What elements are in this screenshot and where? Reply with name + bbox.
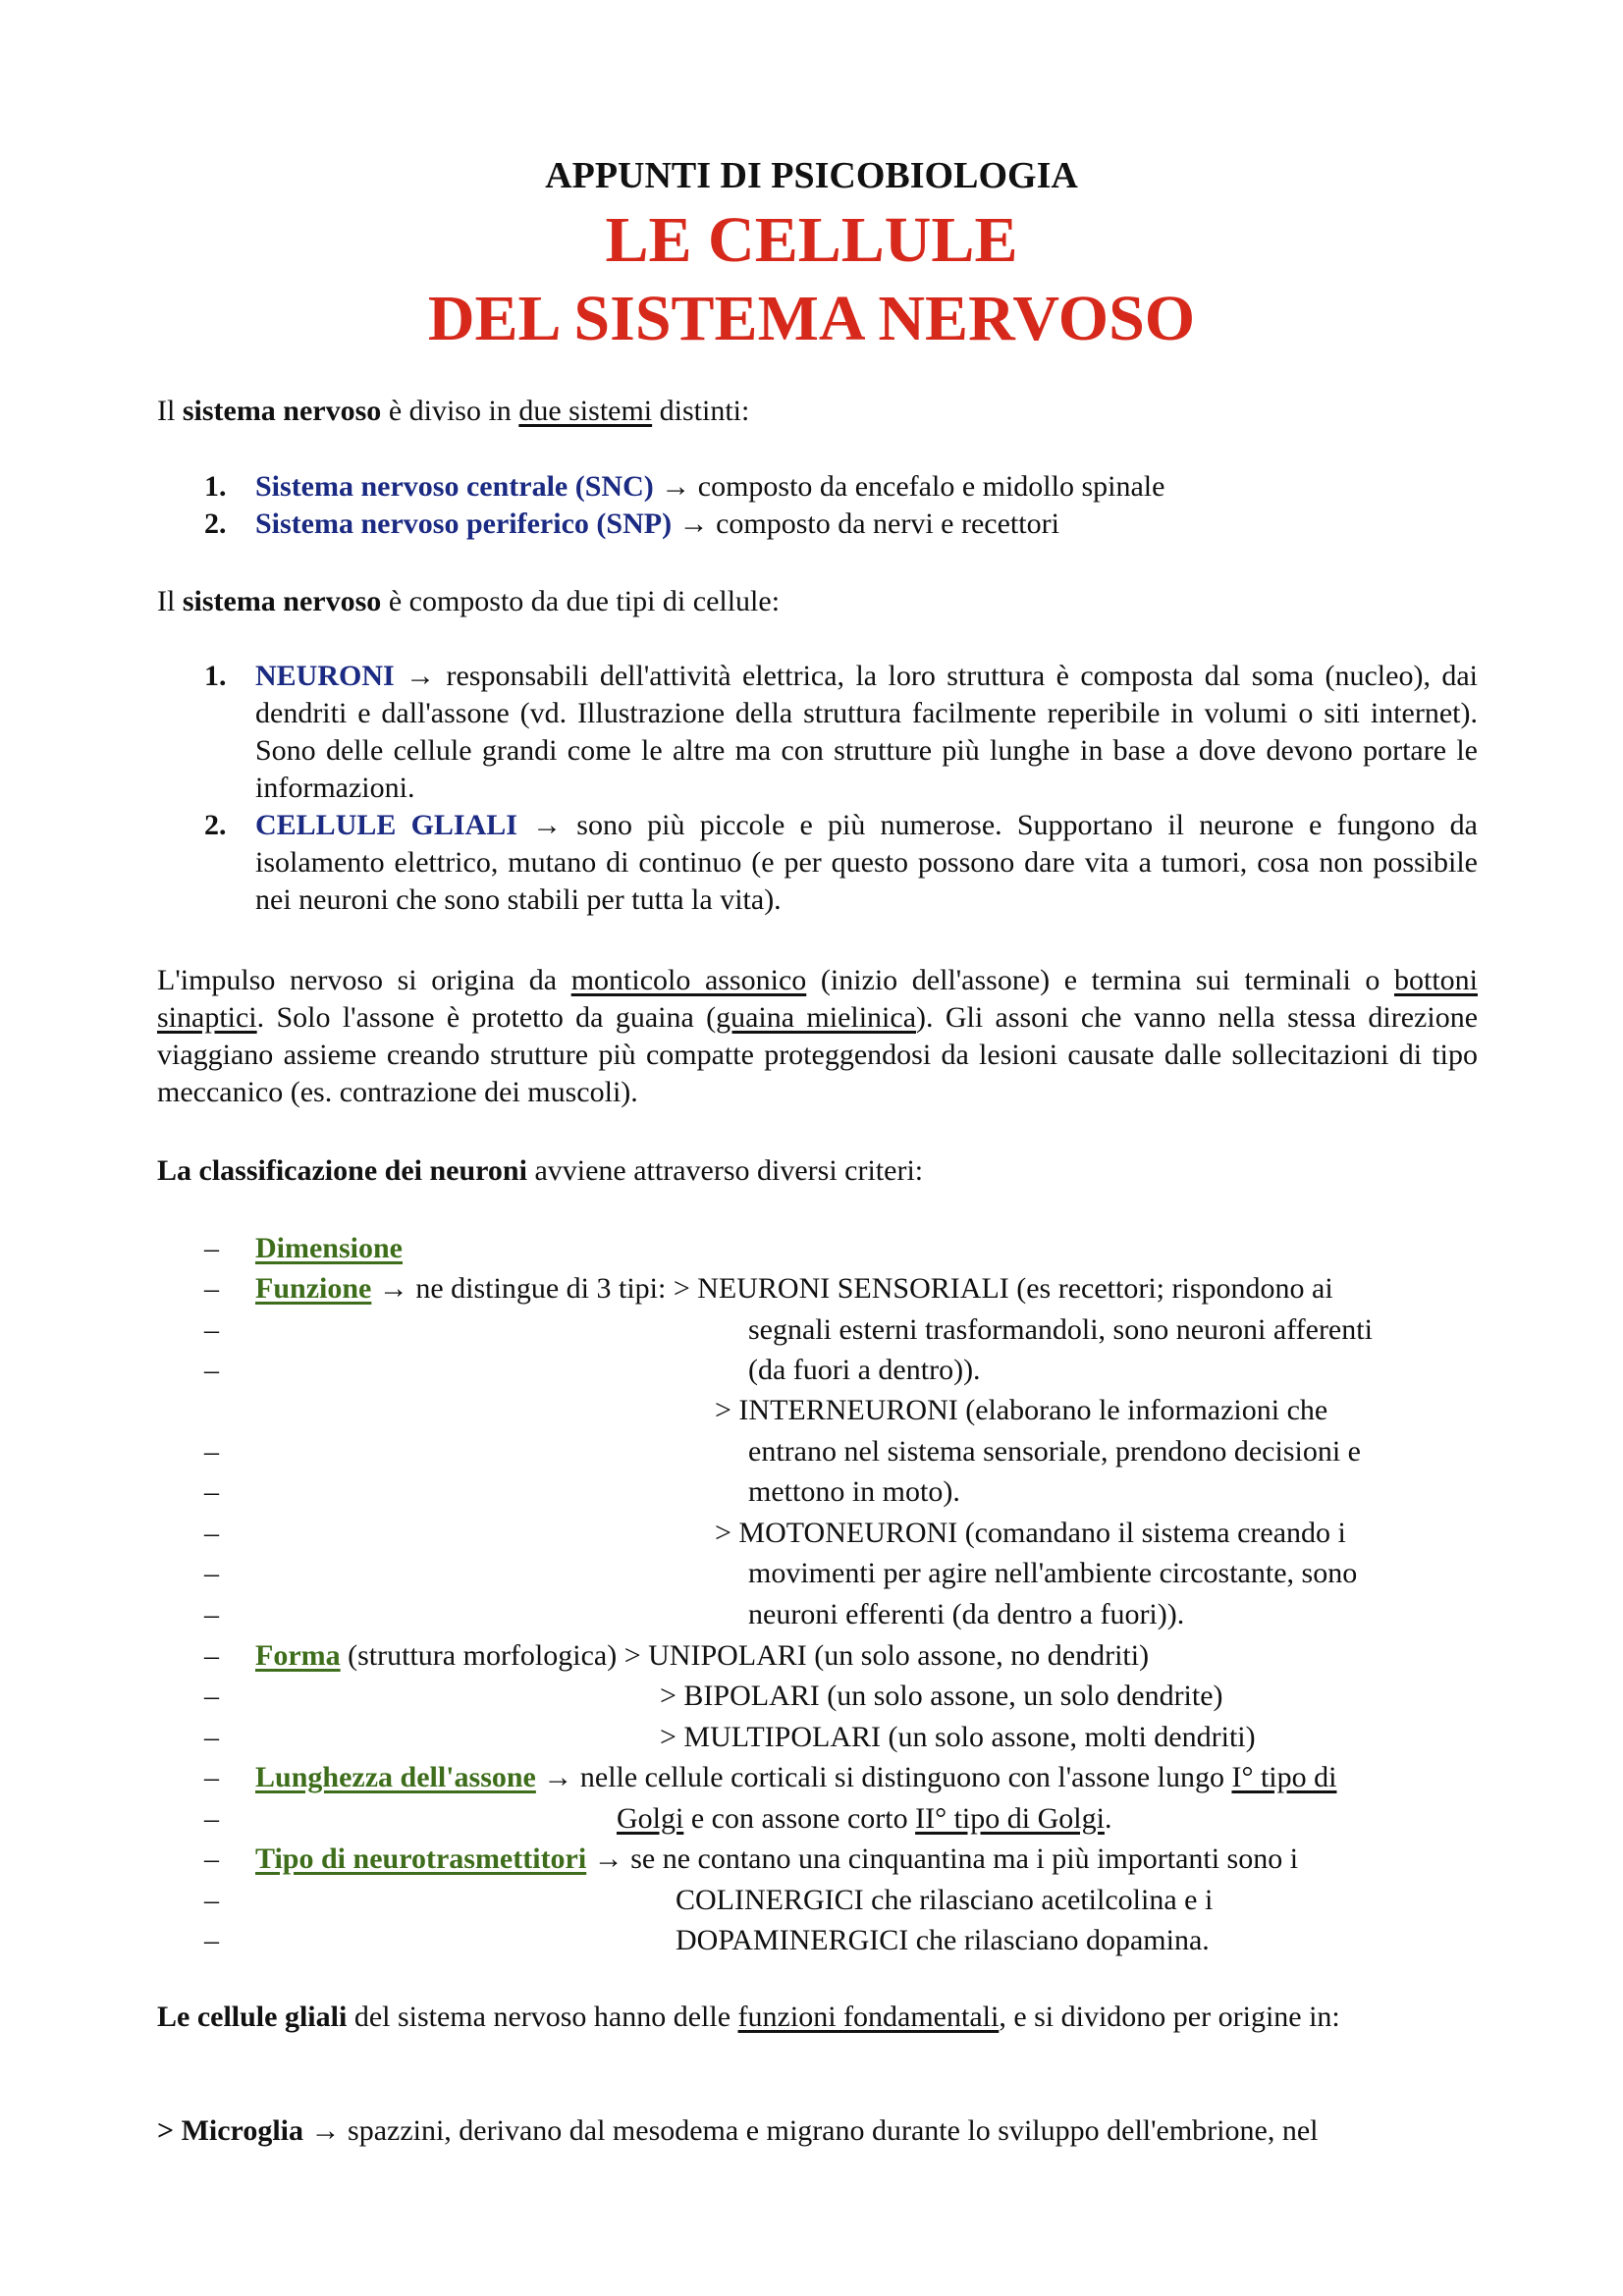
list-item	[157, 807, 1478, 919]
bold-term: sistema nervoso	[182, 395, 382, 427]
text: (inizio dell'assone) e termina sui terminali o	[806, 964, 1394, 996]
dash-bullet: –	[204, 1802, 219, 1835]
text: (struttura morfologica) > UNIPOLARI (un solo assone, no dendriti)	[340, 1639, 1150, 1672]
text: neuroni efferenti (da dentro a fuori)).	[748, 1598, 1185, 1630]
dash-bullet: –	[204, 1272, 219, 1305]
criterion-dimensione: Dimensione	[255, 1232, 403, 1264]
dash-bullet: –	[204, 1598, 219, 1630]
criterion-funzione: Funzione	[255, 1272, 372, 1305]
text: ). Gli assoni che vanno nella stessa direzione viaggiano assieme creando strutture più compatte proteggendosi da lesioni causate dalle sollecitazioni di tipo meccanico (es. contrazione dei muscoli).	[157, 1001, 1479, 1108]
text: (da fuori a dentro)).	[748, 1354, 981, 1386]
text: L'impulso nervoso si origina da	[157, 964, 571, 996]
criterion-lunghezza-line	[255, 1759, 1336, 1796]
classification-paragraph	[157, 1152, 1478, 1190]
text: → se ne contano una cinquantina ma i più importanti sono i	[586, 1842, 1299, 1875]
list-item-heading: NEURONI	[255, 660, 395, 692]
dash-bullet: –	[204, 1680, 219, 1712]
text: .	[1104, 1802, 1112, 1835]
nervous-systems-list	[157, 468, 1478, 543]
text: → ne distingue di 3 tipi: > NEURONI SENSORIALI (es recettori; rispondono ai	[371, 1272, 1333, 1305]
document-subtitle: APPUNTI DI PSICOBIOLOGIA	[545, 155, 1078, 196]
bold-term: Le cellule gliali	[157, 2001, 348, 2033]
list-item-heading: CELLULE GLIALI	[255, 809, 517, 841]
list-item-text: → composto da encefalo e midollo spinale	[653, 470, 1165, 503]
bold-term: La classificazione dei neuroni	[157, 1154, 527, 1187]
text: avviene attraverso diversi criteri:	[526, 1154, 924, 1187]
dash-bullet: –	[204, 1232, 219, 1264]
text: Il	[157, 395, 183, 427]
text: entrano nel sistema sensoriale, prendono decisioni e	[748, 1435, 1361, 1468]
text: del sistema nervoso hanno delle	[347, 2001, 738, 2033]
dash-bullet: –	[204, 1884, 219, 1916]
underlined-term: monticolo assonico	[570, 964, 807, 996]
criterion-tipo-line	[255, 1841, 1298, 1878]
underlined-term: Golgi	[617, 1802, 684, 1835]
criterion-tipo: Tipo di neurotrasmettitori	[255, 1842, 587, 1875]
text: > BIPOLARI (un solo assone, un solo dendrite)	[660, 1680, 1223, 1712]
list-item-text: → sono più piccole e più numerose. Supportano il neurone e fungono da isolamento elettrico, mutano di continuo (e per questo possono dare vita a tumori, cosa non possibile nei neuroni che sono stabili per tutta la vita).	[255, 809, 1478, 916]
underlined-term: bottoni sinaptici	[157, 964, 1478, 1034]
golgi-line	[617, 1800, 1111, 1838]
microglia-paragraph	[157, 2112, 1478, 2150]
list-item-text: → responsabili dell'attività elettrica, la loro struttura è composta dal soma (nucleo), dai dendriti e dall'assone (vd. Illustrazione della struttura facilmente reperibile in volumi o siti internet). Sono delle cellule grandi come le altre ma con strutture più lunghe in base a dove devono portare le informazioni.	[255, 660, 1478, 804]
text: segnali esterni trasformandoli, sono neuroni afferenti	[748, 1313, 1373, 1346]
nerve-impulse-paragraph	[157, 962, 1478, 1111]
dash-bullet: –	[204, 1557, 219, 1589]
document-title-line-2: DEL SISTEMA NERVOSO	[427, 283, 1196, 354]
list-number: 2.	[204, 507, 227, 540]
text: → spazzini, derivano dal mesodema e migrano durante lo sviluppo dell'embrione, nel	[303, 2114, 1319, 2147]
dash-bullet: –	[204, 1517, 219, 1549]
text: DOPAMINERGICI che rilasciano dopamina.	[676, 1924, 1210, 1956]
criterion-forma: Forma	[255, 1639, 341, 1672]
dash-bullet: –	[204, 1354, 219, 1386]
dash-bullet: –	[204, 1475, 219, 1508]
text: COLINERGICI che rilasciano acetilcolina e i	[676, 1884, 1214, 1916]
list-item	[157, 658, 1478, 807]
cell-types-list	[157, 658, 1478, 919]
text: è diviso in	[381, 395, 519, 427]
dash-bullet: –	[204, 1313, 219, 1346]
list-number: 1.	[204, 470, 227, 503]
bold-term: > Microglia	[157, 2114, 304, 2147]
dash-bullet: –	[204, 1721, 219, 1753]
list-number: 2.	[204, 809, 227, 841]
underlined-term: due sistemi	[518, 395, 653, 427]
dash-bullet: –	[204, 1761, 219, 1793]
text: distinti:	[652, 395, 750, 427]
underlined-term: I° tipo di	[1231, 1761, 1337, 1793]
list-item-heading: Sistema nervoso centrale (SNC)	[255, 470, 654, 503]
underlined-term: II° tipo di Golgi	[915, 1802, 1105, 1835]
text: Il	[157, 585, 183, 617]
dash-bullet: –	[204, 1435, 219, 1468]
text: è composto da due tipi di cellule:	[381, 585, 781, 617]
list-item	[157, 506, 1478, 543]
list-item-text: → composto da nervi e recettori	[672, 507, 1059, 540]
text: movimenti per agire nell'ambiente circostante, sono	[748, 1557, 1358, 1589]
criterion-funzione-line	[255, 1270, 1333, 1308]
list-number: 1.	[204, 660, 227, 692]
underlined-term: guaina mielinica	[716, 1001, 917, 1034]
glial-cells-paragraph	[157, 1999, 1478, 2036]
list-item	[157, 468, 1478, 506]
text: > INTERNEURONI (elaborano le informazioni che	[715, 1394, 1328, 1426]
dash-bullet: –	[204, 1639, 219, 1672]
text: , e si dividono per origine in:	[999, 2001, 1340, 2033]
text: → nelle cellule corticali si distinguono con l'assone lungo	[535, 1761, 1232, 1793]
criterion-forma-line	[255, 1637, 1149, 1675]
text: . Solo l'assone è protetto da guaina (	[256, 1001, 717, 1034]
underlined-term: funzioni fondamentali	[737, 2001, 1000, 2033]
dash-bullet: –	[204, 1842, 219, 1875]
criterion-lunghezza: Lunghezza dell'assone	[255, 1761, 536, 1793]
document-title-line-1: LE CELLULE	[605, 204, 1018, 276]
dash-bullet: –	[204, 1924, 219, 1956]
cell-types-paragraph	[157, 583, 1478, 620]
text: e con assone corto	[683, 1802, 916, 1835]
text: > MULTIPOLARI (un solo assone, molti dendriti)	[660, 1721, 1256, 1753]
intro-paragraph	[157, 393, 1478, 430]
list-item-heading: Sistema nervoso periferico (SNP)	[255, 507, 673, 540]
bold-term: sistema nervoso	[182, 585, 382, 617]
text: mettono in moto).	[748, 1475, 960, 1508]
text: > MOTONEURONI (comandano il sistema creando i	[715, 1517, 1346, 1549]
